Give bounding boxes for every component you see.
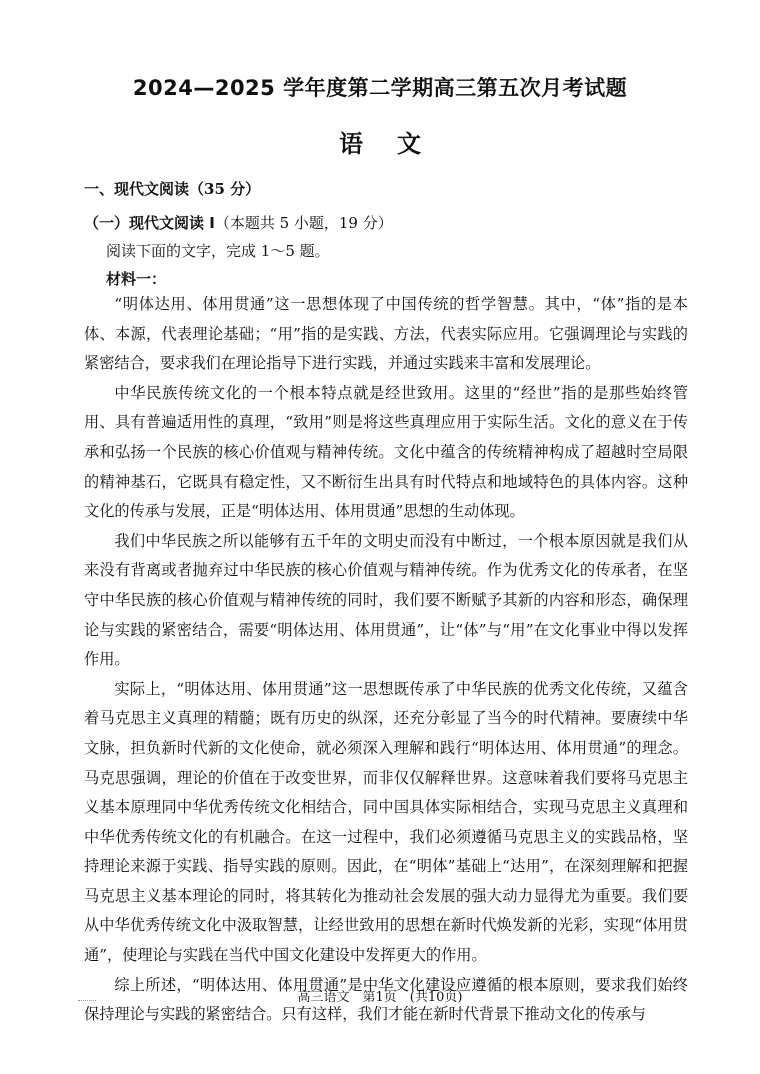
- section-heading: 一、现代文阅读（35 分）: [84, 180, 261, 198]
- paragraph: 我们中华民族之所以能够有五千年的文明史而没有中断过，一个根本原因就是我们从来没有背离或者抛弃过中华民族的核心价值观与精神传统。作为优秀文化的传承者，在坚守中华民族的核心价值观与精神传统的同时，我们要不断赋予其新的内容和形态，确保理论与实践的紧密结合，需要“明体达用、体用贯通”，让“体”与“用”在文化事业中得以发挥作用。: [84, 531, 688, 669]
- paragraph: 实际上，“明体达用、体用贯通”这一思想既传承了中华民族的优秀文化传统，又蕴含着马克思主义真理的精髓；既有历史的纵深，还充分彰显了当今的时代精神。要赓续中华文脉，担负新时代新的文化使命，就必须深入理解和践行“明体达用、体用贯通”的理念。马克思强调，理论的价值在于改变世界，而非仅仅解释世界。这意味着我们要将马克思主义基本原理同中华优秀传统文化相结合，同中国具体实际相结合，实现马克思主义真理和中华优秀传统文化的有机融合。在这一过程中，我们必须遵循马克思主义的实践品格，坚持理论来源于实践、指导实践的原则。因此，在“明体”基础上“达用”，在深刻理解和把握马克思主义基本理论的同时，将其转化为推动社会发展的强大动力显得尤为重要。我们要从中华优秀传统文化中汲取智慧，让经世致用的思想在新时代焕发新的光彩，实现“体用贯通”，使理论与实践在当代中国文化建设中发挥更大的作用。: [84, 679, 688, 965]
- page-footer: 高三语文 第1页 (共10页): [297, 990, 463, 1005]
- instruction-text: 阅读下面的文字，完成 1～5 题。: [106, 242, 330, 260]
- subsection-label: （一）现代文阅读 I: [84, 214, 215, 232]
- subsection-heading: [84, 212, 393, 233]
- subsection-note: （本题共 5 小题，19 分）: [214, 214, 393, 232]
- paragraph: “明体达用、体用贯通”这一思想体现了中国传统的哲学智慧。其中，“体”指的是本体、本源，代表理论基础；“用”指的是实践、方法，代表实际应用。它强调理论与实践的紧密结合，要求我们在理论指导下进行实践，并通过实践来丰富和发展理论。: [84, 295, 688, 373]
- paragraph: 中华民族传统文化的一个根本特点就是经世致用。这里的“经世”指的是那些始终管用、具有普遍适用性的真理，“致用”则是将这些真理应用于实际生活。文化的意义在于传承和弘扬一个民族的核心价值观与精神传统。文化中蕴含的传统精神构成了超越时空局限的精神基石，它既具有稳定性，又不断衍生出具有时代特点和地域特色的具体内容。这种文化的传承与发展，正是“明体达用、体用贯通”思想的生动体现。: [84, 383, 688, 521]
- material-label: 材料一：: [106, 270, 167, 288]
- subject-heading: 语文: [339, 129, 455, 158]
- passage-body: [84, 290, 688, 1030]
- paragraph: 综上所述，“明体达用、体用贯通”是中华文化建设应遵循的根本原则，要求我们始终保持理论与实践的紧密结合。只有这样，我们才能在新时代背景下推动文化的传承与: [84, 975, 688, 1024]
- exam-title: 2024—2025 学年度第二学期高三第五次月考试题: [132, 76, 628, 100]
